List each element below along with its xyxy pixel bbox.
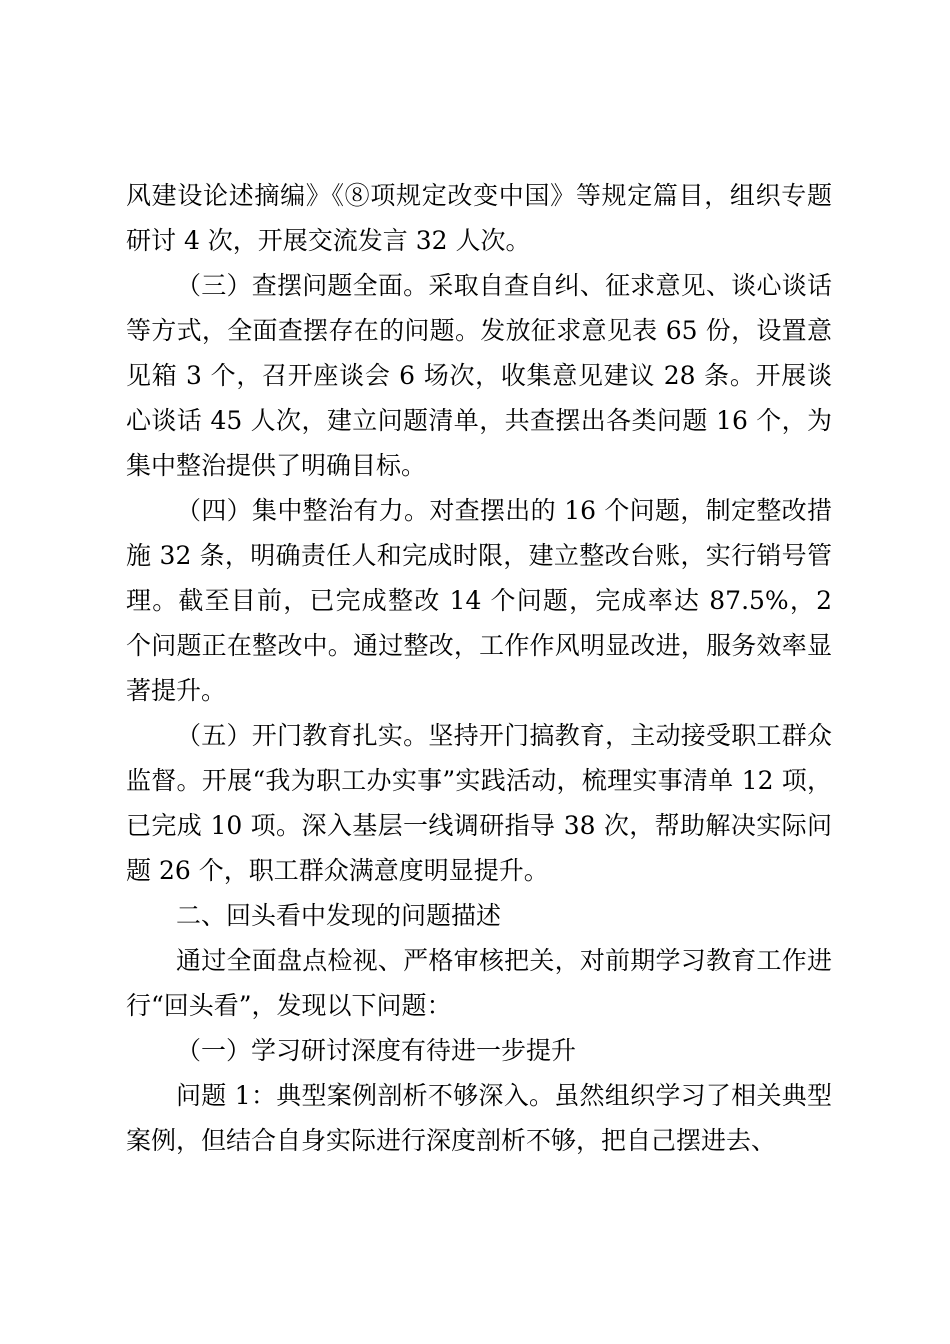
paragraph-continuation: 风建设论述摘编》《⑧项规定改变中国》等规定篇目，组织专题研讨 4 次，开展交流发言 32 人次。 [126, 181, 832, 255]
subheading-2-1: （一）学习研讨深度有待进一步提升 [176, 1036, 577, 1065]
paragraph-section-5-open-education: （五）开门教育扎实。坚持开门搞教育，主动接受职工群众监督。开展“我为职工办实事”实践活动，梳理实事清单 12 项，已完成 10 项。深入基层一线调研指导 38 次，帮助解决实际问题 26 个，职工群众满意度明显提升。 [126, 721, 832, 885]
paragraph-section-3-problem-finding: （三）查摆问题全面。采取自查自纠、征求意见、谈心谈话等方式，全面查摆存在的问题。发放征求意见表 65 份，设置意见箱 3 个，召开座谈会 6 场次，收集意见建议 28 条。开展谈心谈话 45 人次，建立问题清单，共查摆出各类问题 16 个，为集中整治提供了明确目标。 [126, 271, 832, 480]
document-body [126, 173, 840, 1163]
paragraph-section-2-intro: 通过全面盘点检视、严格审核把关，对前期学习教育工作进行“回头看”，发现以下问题： [126, 946, 832, 1020]
paragraph-section-4-rectification: （四）集中整治有力。对查摆出的 16 个问题，制定整改措施 32 条，明确责任人和完成时限，建立整改台账，实行销号管理。截至目前，已完成整改 14 个问题，完成率达 87.5%，2 个问题正在整改中。通过整改，工作作风明显改进，服务效率显著提升。 [126, 496, 840, 705]
section-heading-2: 二、回头看中发现的问题描述 [176, 901, 502, 930]
paragraph-problem-1: 问题 1：典型案例剖析不够深入。虽然组织学习了相关典型案例，但结合自身实际进行深度剖析不够，把自己摆进去、 [126, 1081, 832, 1155]
